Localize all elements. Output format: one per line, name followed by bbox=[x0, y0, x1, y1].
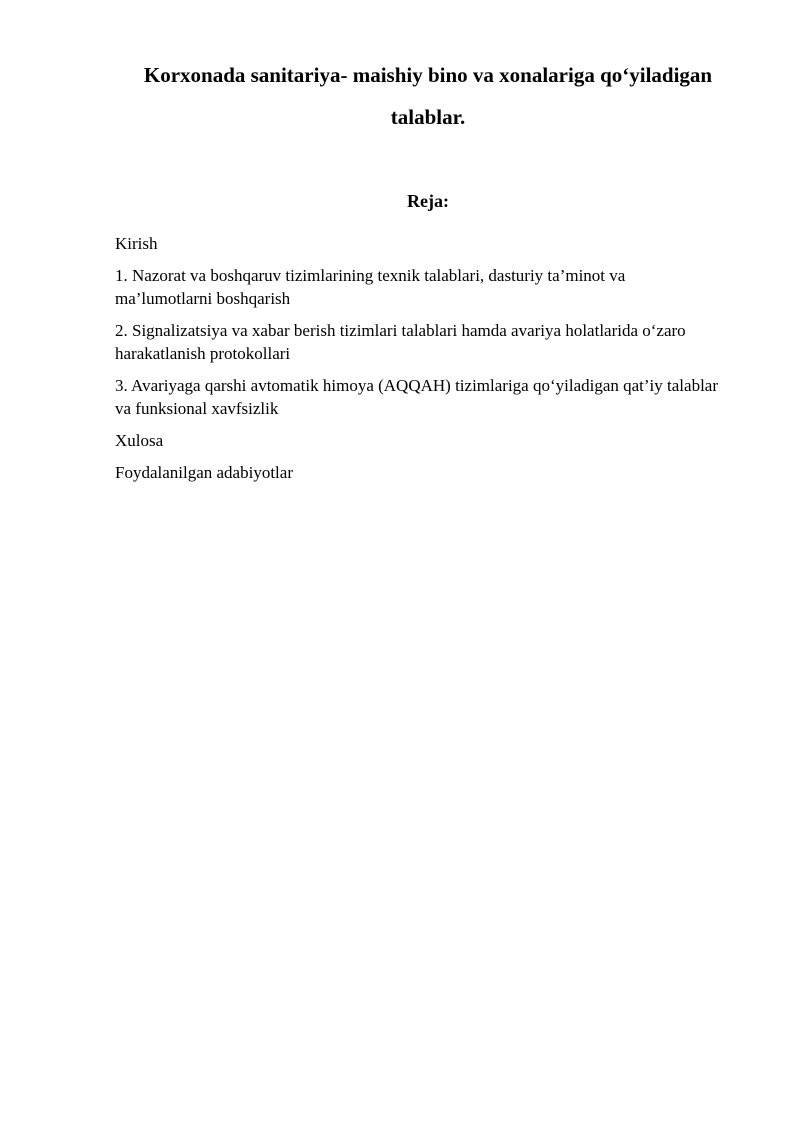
toc-item-references: Foydalanilgan adabiyotlar bbox=[115, 463, 293, 482]
toc-item-introduction: Kirish bbox=[115, 234, 158, 253]
plan-heading: Reja: bbox=[407, 191, 449, 211]
toc-item-section-2: 2. Signalizatsiya va xabar berish tizimlari talablari hamda avariya holatlarida o‘zaro harakatlanish protokollari bbox=[115, 321, 686, 363]
toc-item-section-3: 3. Avariyaga qarshi avtomatik himoya (AQQAH) tizimlariga qo‘yiladigan qat’iy talablar va funksional xavfsizlik bbox=[115, 376, 719, 418]
table-of-contents bbox=[115, 232, 725, 493]
toc-item-conclusion: Xulosa bbox=[115, 431, 164, 450]
document-title: Korxonada sanitariya- maishiy bino va xonalariga qo‘yiladigan talablar. bbox=[143, 63, 713, 129]
toc-item-section-1: 1. Nazorat va boshqaruv tizimlarining texnik talablari, dasturiy ta’minot va ma’lumotlarni boshqarish bbox=[115, 266, 626, 308]
